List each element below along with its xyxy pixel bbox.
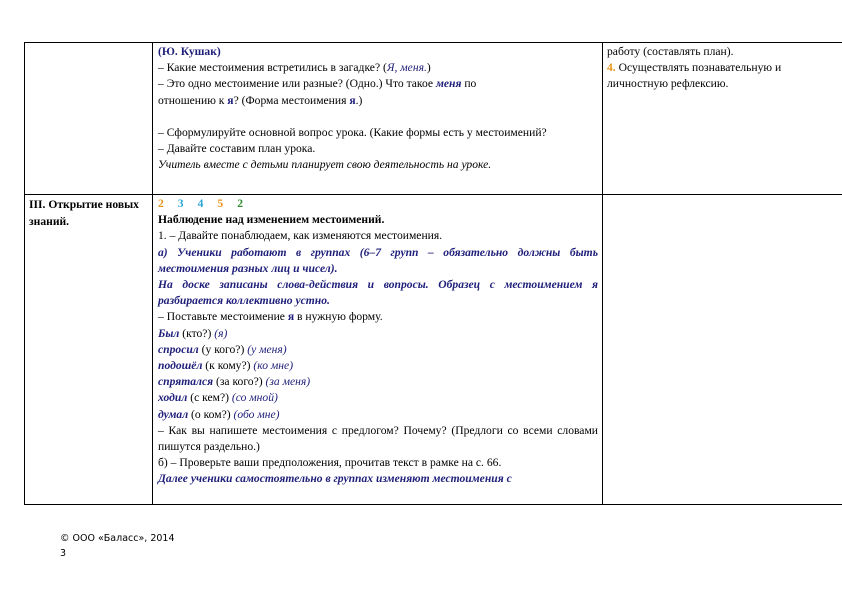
question-line: – Как вы напишете местоимения с предлогом? Почему? (Предлоги со всеми словами пишутся раздельно.) xyxy=(158,423,598,454)
step-number: 2 xyxy=(158,197,164,210)
goals-cell-empty xyxy=(603,195,842,505)
list-item: думал (о ком?) (обо мне) xyxy=(158,407,280,421)
author-line: (Ю. Кушак) xyxy=(158,45,221,58)
activity-cell xyxy=(153,43,603,195)
step-number: 4 xyxy=(197,197,204,210)
question-line: отношению к я? (Форма местоимения я.) xyxy=(158,93,363,107)
list-item: Был (кто?) (я) xyxy=(158,326,228,340)
question-line: – Это одно местоимение или разные? (Одно.) Что такое меня по xyxy=(158,77,477,91)
list-item: ходил (с кем?) (со мной) xyxy=(158,391,278,405)
activity-cell xyxy=(153,195,603,505)
lesson-table xyxy=(24,42,842,505)
pronoun-list xyxy=(158,326,598,423)
table-row xyxy=(25,195,842,505)
stage-title: III. Открытие новых знаний. xyxy=(29,198,139,228)
goal-item: 4. Осуществлять познавательную и личностную рефлексию. xyxy=(607,61,782,90)
stage-cell xyxy=(25,195,153,505)
list-item: спросил (у кого?) (у меня) xyxy=(158,342,287,356)
group-work-note: а) Ученики работают в группах (6–7 групп – обязательно должны быть местоимения разных лиц и чисел). xyxy=(158,245,598,275)
question-line: – Сформулируйте основной вопрос урока. (Какие формы есть у местоимений? xyxy=(158,125,547,139)
table-row xyxy=(25,43,842,195)
section-heading: Наблюдение над изменением местоимений. xyxy=(158,213,385,227)
board-note: На доске записаны слова-действия и вопросы. Образец с местоимением я разбирается коллективно устно. xyxy=(158,278,598,308)
instruction-line: – Давайте составим план урока. xyxy=(158,142,316,156)
question-line: – Какие местоимения встретились в загадке? (Я, меня.) xyxy=(158,61,431,75)
goal-text: работу (составлять план). xyxy=(607,45,734,58)
teacher-note: Далее ученики самостоятельно в группах изменяют местоимения с xyxy=(158,472,512,486)
list-item: подошёл (к кому?) (ко мне) xyxy=(158,359,294,373)
page-number: 3 xyxy=(60,548,67,559)
step-number: 3 xyxy=(177,197,184,210)
step-number: 5 xyxy=(217,197,224,210)
copyright: © ООО «Баласс», 2014 xyxy=(60,533,175,544)
instruction-line: б) – Проверьте ваши предположения, прочитав текст в рамке на с. 66. xyxy=(158,456,502,470)
goals-cell xyxy=(603,43,842,195)
teacher-note: Учитель вместе с детьми планирует свою деятельность на уроке. xyxy=(158,158,492,172)
instruction-line: 1. – Давайте понаблюдаем, как изменяются местоимения. xyxy=(158,229,443,243)
list-item: спрятался (за кого?) (за меня) xyxy=(158,375,311,389)
stage-cell-empty xyxy=(25,43,153,195)
step-number: 2 xyxy=(237,197,243,210)
step-numbers xyxy=(158,196,598,212)
instruction-line: – Поставьте местоимение я в нужную форму. xyxy=(158,310,383,324)
